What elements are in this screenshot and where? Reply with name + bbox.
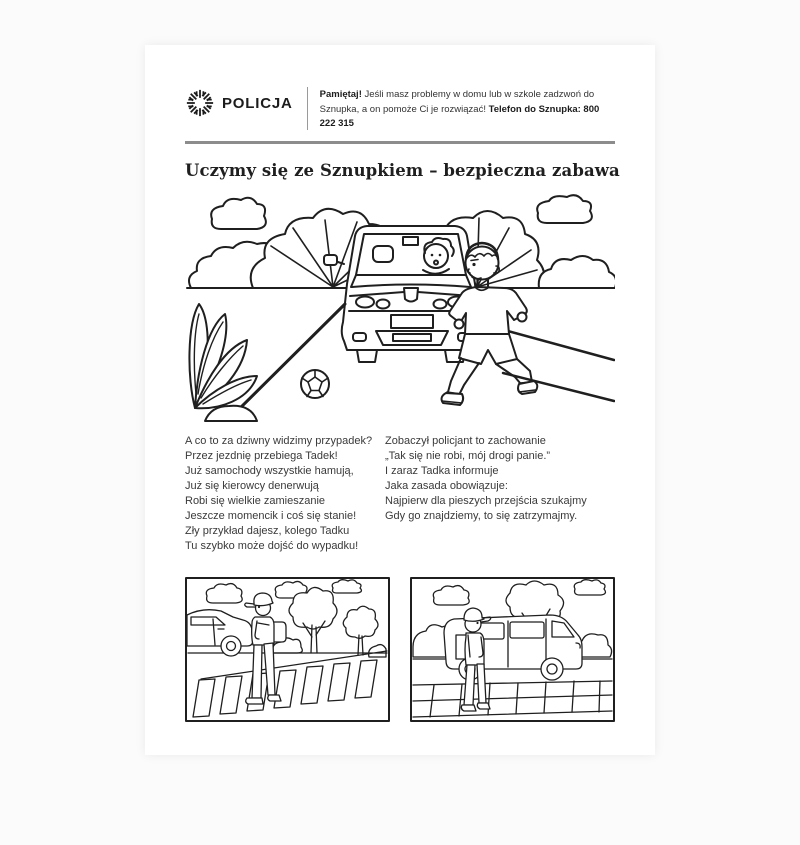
boy-shoes bbox=[246, 698, 263, 704]
header-divider bbox=[307, 87, 308, 130]
headlight-left bbox=[356, 296, 374, 307]
document-page bbox=[145, 45, 655, 755]
illustration-panels bbox=[185, 577, 615, 722]
poem-line: Zły przykład dajesz, kolego Tadku bbox=[185, 524, 350, 537]
rearview-mirror bbox=[403, 237, 418, 245]
poem-line: Przez jezdnię przebiega Tadek! bbox=[185, 449, 338, 462]
poem bbox=[185, 434, 615, 554]
poem-line: Jeszcze momencik i coś się stanie! bbox=[185, 509, 357, 522]
poem-line: Tu szybko może dojść do wypadku! bbox=[185, 539, 359, 552]
boy-head bbox=[466, 246, 499, 279]
headrest bbox=[373, 246, 393, 262]
policja-wordmark: POLICJA bbox=[222, 94, 293, 112]
clouds bbox=[206, 579, 361, 602]
parked-car bbox=[187, 609, 253, 655]
boy-shoes bbox=[461, 705, 476, 711]
cloud-left bbox=[211, 197, 266, 228]
roadside-plant bbox=[189, 304, 257, 421]
wheel-left bbox=[357, 350, 377, 362]
main-illustration bbox=[185, 192, 615, 422]
poem-line: Najpierw dla pieszych przejścia szukajmy bbox=[385, 494, 587, 507]
reminder-text bbox=[320, 85, 615, 132]
poem-line: Jaka zasada obowiązuje: bbox=[385, 479, 508, 492]
poem-line: Już się kierowcy denerwują bbox=[185, 479, 319, 492]
crosswalk bbox=[413, 681, 612, 717]
poem-line: I zaraz Tadka informuje bbox=[385, 464, 499, 477]
poem-column-right bbox=[385, 434, 615, 554]
poem-line: Robi się wielkie zamieszanie bbox=[185, 494, 326, 507]
soccer-ball bbox=[301, 370, 329, 398]
poem-line: „Tak się nie robi, mój drogi panie.” bbox=[385, 449, 551, 462]
panel-right-svg bbox=[410, 577, 615, 722]
bush-far-right bbox=[539, 256, 615, 288]
police-star-icon bbox=[185, 88, 215, 118]
illustration-panel-left bbox=[185, 577, 390, 722]
cloud-right bbox=[537, 195, 592, 223]
page-title: Uczymy się ze Sznupkiem – bezpieczna zabawa bbox=[185, 160, 620, 180]
car-logo bbox=[404, 288, 418, 302]
boy-cap bbox=[464, 608, 484, 621]
main-illustration-svg bbox=[185, 192, 615, 422]
boy-legs bbox=[252, 645, 262, 698]
poem-line: Zobaczył policjant to zachowanie bbox=[385, 434, 546, 447]
poem-line: Już samochody wszystkie hamują, bbox=[185, 464, 354, 477]
poem-column-left bbox=[185, 434, 385, 554]
boy-cap bbox=[254, 593, 273, 606]
license-plate bbox=[391, 315, 433, 328]
reminder-lead: Pamiętaj! bbox=[319, 89, 362, 100]
poem-line: Gdy go znajdziemy, to się zatrzymajmy. bbox=[385, 509, 578, 522]
panel-left-svg bbox=[185, 577, 390, 722]
page-header bbox=[185, 85, 615, 132]
policja-logo bbox=[185, 85, 293, 118]
reminder-body: Jeśli masz problemy w domu lub w szkole zadzwoń do Sznupka, a on pomoże Ci je rozwiązać! bbox=[319, 89, 595, 115]
boy-shorts bbox=[459, 334, 517, 364]
header-rule bbox=[185, 141, 615, 144]
crosswalk bbox=[193, 660, 377, 717]
illustration-panel-right bbox=[410, 577, 615, 722]
reminder-phone: Telefon do Sznupka: 800 222 315 bbox=[319, 103, 600, 129]
poem-line: A co to za dziwny widzimy przypadek? bbox=[185, 434, 373, 447]
